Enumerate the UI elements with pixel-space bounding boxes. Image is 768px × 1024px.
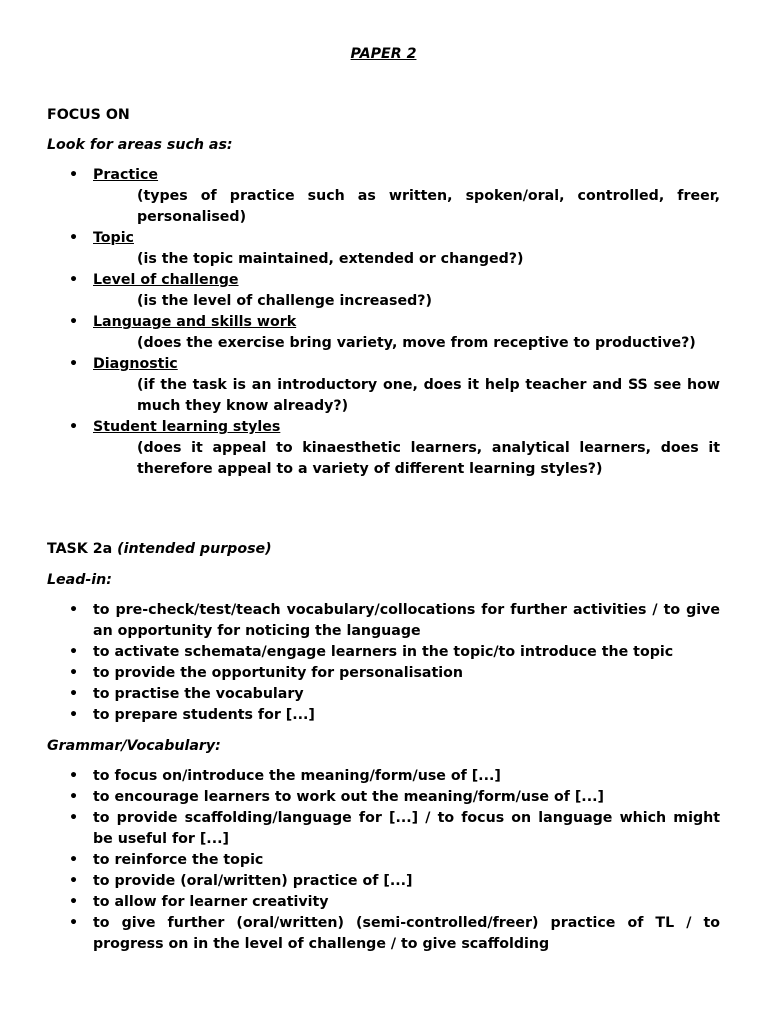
focus-item	[47, 165, 720, 228]
bullet-icon: •	[69, 356, 79, 372]
focus-item-term: Language and skills work	[93, 314, 297, 330]
bullet-icon: •	[69, 272, 79, 288]
list-item	[47, 871, 720, 892]
list-item-text: to give further (oral/written) (semi-controlled/freer) practice of TL / to progress on in the level of challenge / to give scaffolding	[93, 915, 720, 952]
leadin-heading: Lead-in:	[47, 572, 112, 588]
list-item	[47, 892, 720, 913]
list-item	[47, 600, 720, 642]
focus-intro: Look for areas such as:	[47, 137, 233, 153]
list-item	[47, 913, 720, 955]
list-item	[47, 787, 720, 808]
focus-item-desc: (is the topic maintained, extended or changed?)	[137, 251, 524, 267]
focus-item-desc: (does the exercise bring variety, move from receptive to productive?)	[137, 335, 696, 351]
list-item	[47, 663, 720, 684]
bullet-icon: •	[69, 789, 79, 805]
focus-item	[47, 354, 720, 417]
list-item-text: to reinforce the topic	[93, 852, 264, 868]
bullet-icon: •	[69, 873, 79, 889]
bullet-icon: •	[69, 167, 79, 183]
bullet-icon: •	[69, 602, 79, 618]
bullet-icon: •	[69, 314, 79, 330]
task-heading	[47, 539, 272, 560]
bullet-icon: •	[69, 230, 79, 246]
list-item-text: to pre-check/test/teach vocabulary/collocations for further activities / to give an opportunity for noticing the language	[93, 602, 720, 639]
focus-item-desc: (does it appeal to kinaesthetic learners, analytical learners, does it therefore appeal to a variety of different learning styles?)	[137, 440, 720, 477]
list-item	[47, 684, 720, 705]
list-item-text: to provide the opportunity for personalisation	[93, 665, 463, 681]
list-item-text: to provide (oral/written) practice of [...]	[93, 873, 413, 889]
bullet-icon: •	[69, 810, 79, 826]
focus-item	[47, 228, 720, 270]
list-item	[47, 642, 720, 663]
page-title: PAPER 2	[350, 46, 417, 62]
bullet-icon: •	[69, 644, 79, 660]
bullet-icon: •	[69, 768, 79, 784]
list-item-text: to practise the vocabulary	[93, 686, 304, 702]
list-item-text: to activate schemata/engage learners in the topic/to introduce the topic	[93, 644, 674, 660]
focus-item-term: Diagnostic	[93, 356, 178, 372]
focus-heading: FOCUS ON	[47, 107, 130, 123]
leadin-list	[47, 600, 720, 726]
list-item	[47, 705, 720, 726]
focus-list	[47, 165, 720, 480]
task-heading-label: TASK 2a	[47, 541, 113, 557]
bullet-icon: •	[69, 852, 79, 868]
bullet-icon: •	[69, 686, 79, 702]
task-heading-note: (intended purpose)	[117, 541, 272, 557]
list-item-text: to provide scaffolding/language for [...] / to focus on language which might be useful for [...]	[93, 810, 720, 847]
list-item-text: to allow for learner creativity	[93, 894, 329, 910]
list-item-text: to prepare students for [...]	[93, 707, 315, 723]
focus-item-desc: (types of practice such as written, spoken/oral, controlled, freer, personalised)	[137, 188, 720, 225]
focus-item-desc: (if the task is an introductory one, does it help teacher and SS see how much they know already?)	[137, 377, 720, 414]
focus-item-desc: (is the level of challenge increased?)	[137, 293, 432, 309]
list-item-text: to encourage learners to work out the meaning/form/use of [...]	[93, 789, 604, 805]
list-item	[47, 808, 720, 850]
grammar-list	[47, 766, 720, 955]
bullet-icon: •	[69, 707, 79, 723]
list-item	[47, 850, 720, 871]
focus-item-term: Level of challenge	[93, 272, 239, 288]
focus-item	[47, 270, 720, 312]
bullet-icon: •	[69, 419, 79, 435]
list-item-text: to focus on/introduce the meaning/form/use of [...]	[93, 768, 501, 784]
bullet-icon: •	[69, 665, 79, 681]
bullet-icon: •	[69, 894, 79, 910]
focus-item	[47, 417, 720, 480]
grammar-heading: Grammar/Vocabulary:	[47, 738, 221, 754]
focus-item-term: Student learning styles	[93, 419, 281, 435]
focus-item-term: Topic	[93, 230, 134, 246]
list-item	[47, 766, 720, 787]
bullet-icon: •	[69, 915, 79, 931]
focus-item	[47, 312, 720, 354]
focus-item-term: Practice	[93, 167, 159, 183]
